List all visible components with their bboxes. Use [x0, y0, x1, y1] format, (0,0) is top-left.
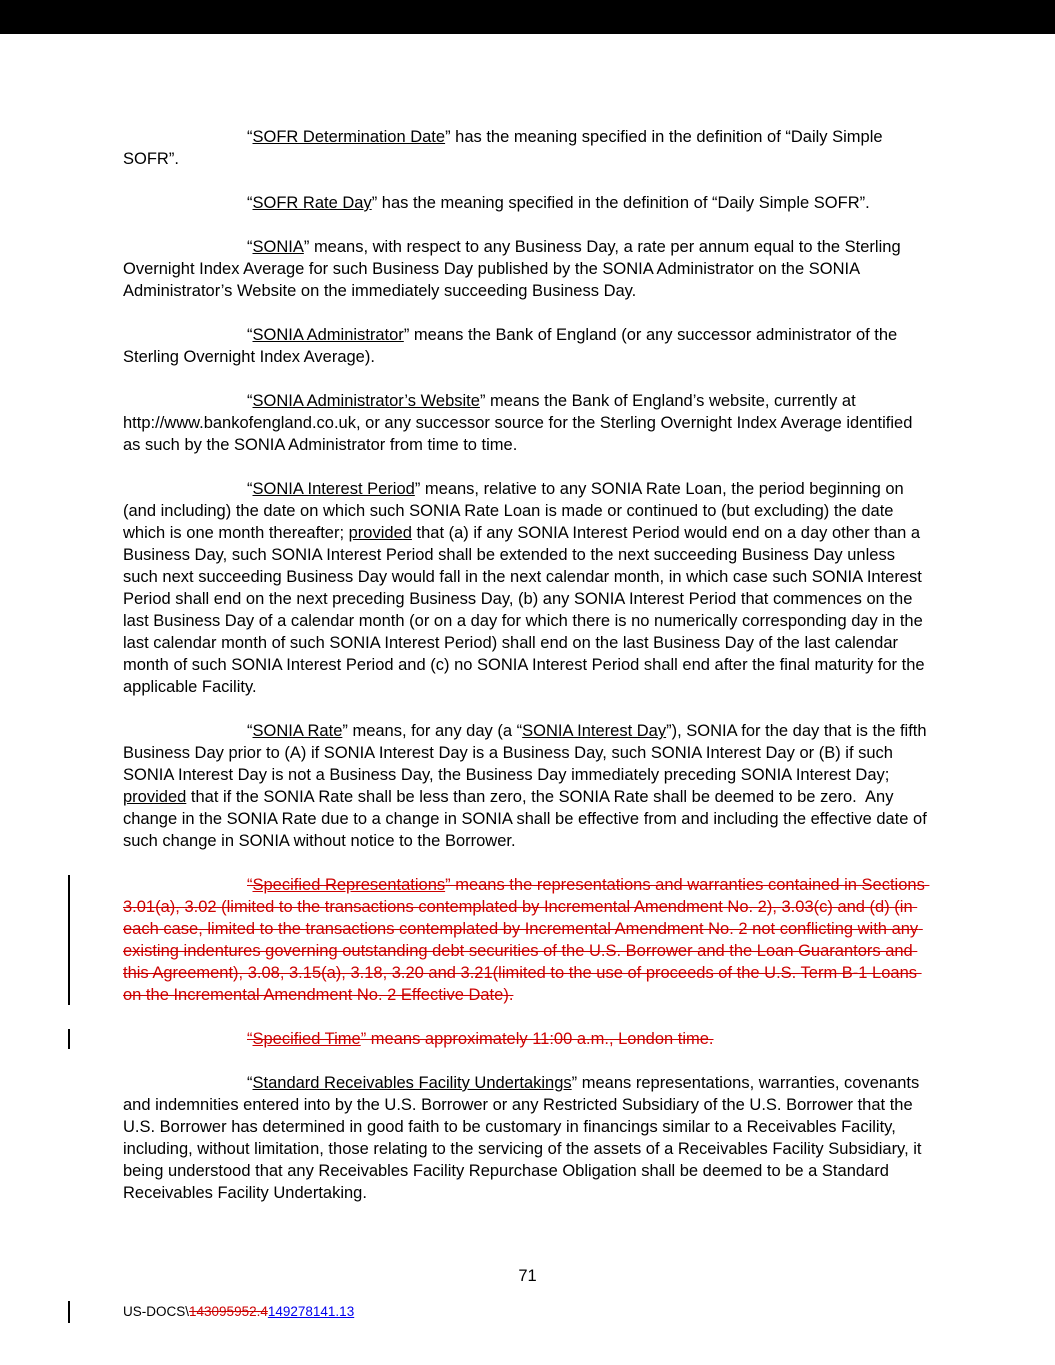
text-run: that if the SONIA Rate shall be less than zero, the SONIA Rate shall be deemed to be zero. Any change in the SONIA Rate due to a change in SONIA shall be effective from and including the effective date of such change in SONIA without notice to the Borrower.: [123, 788, 932, 850]
footer-inserted-doc-number: 149278141.13: [267, 1304, 355, 1319]
defined-term: SONIA Rate: [252, 722, 343, 740]
defined-term: SONIA Interest Day: [522, 722, 667, 740]
defined-term: provided: [348, 524, 412, 542]
text-run: “: [247, 128, 253, 146]
defined-term: SONIA Administrator: [252, 326, 404, 344]
paragraph: [123, 1072, 930, 1204]
text-run: ” has the meaning specified in the definition of “Daily Simple SOFR”.: [371, 194, 870, 212]
defined-term: Specified Representations: [252, 876, 446, 894]
text-run: ” means the Bank of England’s website, currently at http://www.bankofengland.co.uk, or any successor source for the Sterling Overnight Index Average identified as such by the SONIA Administrator from time to time.: [123, 392, 917, 454]
text-run: ” means the Bank of England (or any successor administrator of the Sterling Overnight Index Average).: [123, 326, 902, 366]
defined-term: SOFR Rate Day: [252, 194, 372, 212]
paragraph: [123, 192, 930, 214]
text-run: “: [247, 326, 253, 344]
defined-term: SOFR Determination Date: [252, 128, 446, 146]
text-run: ” means, for any day (a “: [342, 722, 523, 740]
paragraph: [123, 126, 930, 170]
document-body: [0, 34, 1055, 1226]
text-run: “: [247, 1074, 253, 1092]
text-run: ” means the representations and warranties contained in Sections 3.01(a), 3.02 (limited to the transactions contemplated by Incremental Amendment No. 2), 3.03(c) and (d) (in each case, limited to the transactions contemplated by Incremental Amendment No. 2 not conflicting with any existing indentures governing outstanding debt securities of the U.S. Borrower and the Loan Guarantors and this Agreement), 3.08, 3.15(a), 3.18, 3.20 and 3.21(limited to the use of proceeds of the U.S. Term B-1 Loans on the Incremental Amendment No. 2 Effective Date).: [123, 876, 930, 1004]
text-run: “: [247, 480, 253, 498]
text-run: “: [247, 194, 253, 212]
text-run: ” means, relative to any SONIA Rate Loan, the period beginning on (and including) the date on which such SONIA Rate Loan is made or continued to (but excluding) the date which is one month thereafter;: [123, 480, 909, 542]
defined-term: Specified Time: [252, 1030, 361, 1048]
text-run: ” has the meaning specified in the definition of “Daily Simple SOFR”.: [123, 128, 888, 168]
text-run: ” means representations, warranties, covenants and indemnities entered into by the U.S. Borrower or any Restricted Subsidiary of the U.S. Borrower that the U.S. Borrower has determined in good faith to be customary in financings similar to a Receivables Facility, including, without limitation, those relating to the servicing of the assets of a Receivables Facility Subsidiary, it being understood that any Receivables Facility Repurchase Obligation shall be deemed to be a Standard Receivables Facility Undertaking.: [123, 1074, 927, 1202]
page-number: 71: [518, 1267, 537, 1285]
paragraph: [123, 390, 930, 456]
paragraph: [123, 236, 930, 302]
footer-deleted-doc-number: 143095952.4: [189, 1304, 268, 1319]
paragraph: [123, 478, 930, 698]
defined-term: SONIA Interest Period: [252, 480, 415, 498]
paragraph: [123, 720, 930, 852]
defined-term: SONIA: [252, 238, 304, 256]
text-run: “: [247, 1030, 253, 1048]
text-run: ” means approximately 11:00 a.m., London time.: [360, 1030, 714, 1048]
defined-term: SONIA Administrator’s Website: [252, 392, 480, 410]
text-run: ”), SONIA for the day that is the fifth Business Day prior to (A) if SONIA Interest Day is a Business Day, such SONIA Interest Day or (B) if such SONIA Interest Day is not a Business Day, the Business Day immediately preceding SONIA Interest Day;: [123, 722, 932, 784]
text-run: “: [247, 238, 253, 256]
text-run: that (a) if any SONIA Interest Period would end on a day other than a Business Day, such SONIA Interest Period shall be extended to the next succeeding Business Day unless such next succeeding Business Day would fall in the next calendar month, in which case such SONIA Interest Period shall end on the next preceding Business Day, (b) any SONIA Interest Period that commences on the last Business Day of a calendar month (or on a day for which there is no numerically corresponding day in the last calendar month of such SONIA Interest Period) shall end on the last Business Day of the last calendar month of such SONIA Interest Period and (c) no SONIA Interest Period shall end after the final maturity for the applicable Facility.: [123, 524, 930, 696]
footer-doc-prefix: US-DOCS\: [123, 1304, 190, 1319]
viewer-top-bar: [0, 0, 1055, 34]
text-run: “: [247, 876, 253, 894]
deleted-paragraph: [123, 1028, 930, 1050]
text-run: ” means, with respect to any Business Day, a rate per annum equal to the Sterling Overnight Index Average for such Business Day published by the SONIA Administrator on the SONIA Administrator’s Website on the immediately succeeding Business Day.: [123, 238, 906, 300]
defined-term: provided: [123, 788, 187, 806]
paragraph: [123, 324, 930, 368]
defined-term: Standard Receivables Facility Undertakings: [252, 1074, 572, 1092]
text-run: “: [247, 392, 253, 410]
deleted-paragraph: [123, 874, 930, 1006]
text-run: “: [247, 722, 253, 740]
footer: [123, 1303, 354, 1321]
